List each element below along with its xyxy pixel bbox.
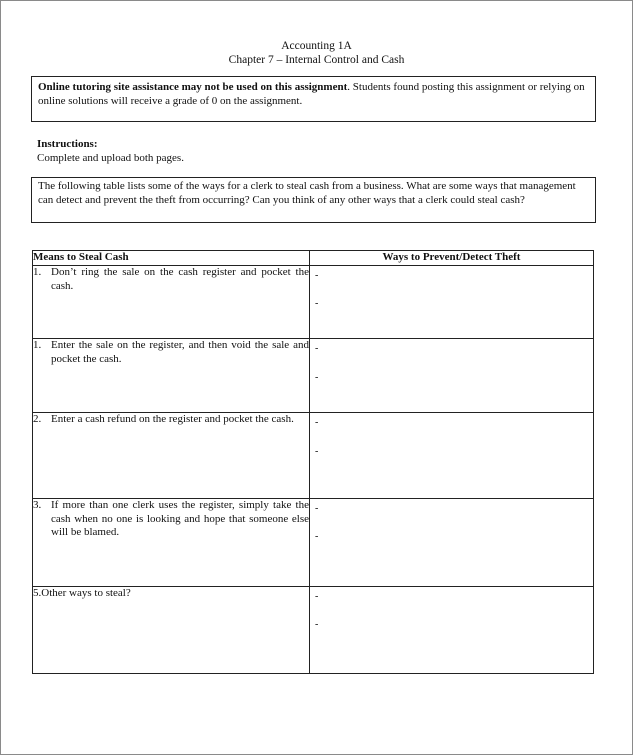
item-text: Don’t ring the sale on the cash register and pocket the cash. [51, 266, 309, 292]
bullet-dash: - [315, 591, 319, 602]
item-text: If more than one clerk uses the register, simply take the cash when no one is looking and hope that someone else will be blamed. [51, 499, 309, 538]
means-cell [33, 413, 310, 499]
bullet-dash: - [315, 372, 319, 383]
means-cell [33, 266, 310, 339]
answer-cell[interactable] [310, 499, 594, 587]
chapter-title: Chapter 7 – Internal Control and Cash [228, 54, 405, 66]
answer-cell[interactable] [310, 266, 594, 339]
item-text: 5.Other ways to steal? [33, 587, 131, 599]
document-title [1, 39, 632, 67]
prompt-box [31, 177, 596, 223]
table-row [33, 266, 594, 339]
table-header-row [33, 251, 594, 266]
notice-text: . Students found posting this assignment or relying on online solutions will receive a grade of 0 on the assignment. [38, 81, 585, 107]
table-row [33, 339, 594, 413]
bullet-dash: - [315, 531, 319, 542]
table-row [33, 413, 594, 499]
col-means-header: Means to Steal Cash [33, 251, 310, 266]
table-row [33, 499, 594, 587]
bullet-dash: - [315, 503, 319, 514]
item-number: 1. [33, 339, 42, 351]
bullet-dash: - [315, 417, 319, 428]
notice-bold-text: Online tutoring site assistance may not be used on this assignment [38, 81, 348, 93]
bullet-dash: - [315, 270, 319, 281]
bullet-dash: - [315, 298, 319, 309]
item-number: 1. [33, 266, 42, 278]
means-cell [33, 339, 310, 413]
answer-cell[interactable] [310, 587, 594, 674]
item-text: Enter a cash refund on the register and pocket the cash. [51, 413, 294, 425]
means-cell [33, 587, 310, 674]
prompt-text: The following table lists some of the ways for a clerk to steal cash from a business. What are some ways that management can detect and prevent the theft from occurring? Can you think of any other ways that a clerk could steal cash? [38, 180, 576, 206]
bullet-dash: - [315, 619, 319, 630]
col-prevent-header: Ways to Prevent/Detect Theft [310, 251, 594, 266]
item-number: 3. [33, 499, 42, 511]
notice-box [31, 76, 596, 122]
bullet-dash: - [315, 446, 319, 457]
table-row [33, 587, 594, 674]
instructions-text: Complete and upload both pages. [37, 152, 184, 164]
course-title: Accounting 1A [281, 40, 352, 52]
answer-cell[interactable] [310, 339, 594, 413]
theft-table [32, 250, 594, 674]
instructions-section [37, 137, 184, 165]
item-number: 2. [33, 413, 42, 425]
means-cell [33, 499, 310, 587]
item-text: Enter the sale on the register, and then void the sale and pocket the cash. [51, 339, 309, 365]
bullet-dash: - [315, 343, 319, 354]
instructions-heading: Instructions: [37, 138, 98, 150]
answer-cell[interactable] [310, 413, 594, 499]
